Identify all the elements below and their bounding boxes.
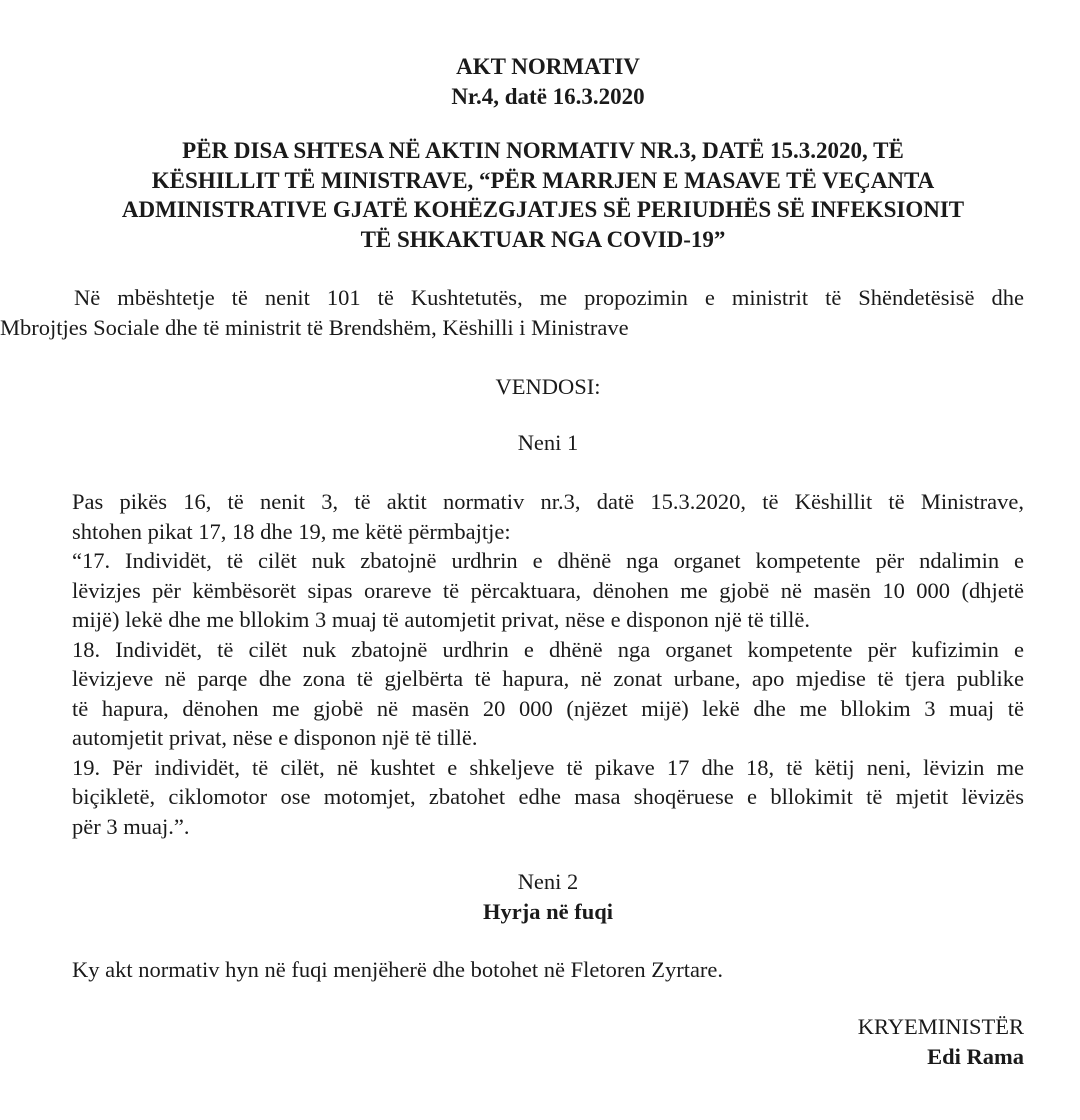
subject-line: KËSHILLIT TË MINISTRAVE, “PËR MARRJEN E MASAVE TË VEÇANTA <box>151 167 935 193</box>
subject-line: PËR DISA SHTESA NË AKTIN NORMATIV NR.3, DATË 15.3.2020, TË <box>182 138 904 163</box>
intro-line: shtohen pikat 17, 18 dhe 19, me këtë përmbajtje: <box>72 518 511 544</box>
signature-name: Edi Rama <box>927 1044 1024 1069</box>
preamble-line: Në mbështetje të nenit 101 të Kushtetutës, me propozimin e ministrit të Shëndetësisë dhe <box>74 285 1024 310</box>
point-line: 19. Për individët, të cilët, në kushtet e shkeljeve të pikave 17 dhe 18, të këtij neni, lëvizin me <box>72 754 1024 780</box>
point-line: lëvizjes për këmbësorët sipas orareve të përcaktuara, dënohen me gjobë në masën 10 000 (dhjetë <box>72 577 1024 603</box>
point-19 <box>72 753 1024 842</box>
point-line: të hapura, dënohen me gjobë në masën 20 000 (njëzet mijë) lekë dhe me bllokim 3 muaj të <box>72 695 1024 721</box>
signature-title: KRYEMINISTËR <box>857 1014 1024 1039</box>
article-1-heading: Neni 1 <box>517 430 579 455</box>
point-line: “17. Individët, të cilët nuk zbatojnë urdhrin e dhënë nga organet kompetente për ndalimin e <box>72 548 1024 573</box>
article-1-intro <box>72 487 1024 546</box>
subject-line: ADMINISTRATIVE GJATË KOHËZGJATJES SË PERIUDHËS SË INFEKSIONIT <box>121 197 965 222</box>
preamble <box>0 283 1024 342</box>
preamble-line: Mbrojtjes Sociale dhe të ministrit të Brendshëm, Këshilli i Ministrave <box>0 314 629 340</box>
article-1-body <box>72 487 1024 841</box>
point-line: lëvizjeve në parqe dhe zona të gjelbërta të hapura, në zonat urbane, apo mjedise të tjera publike <box>72 666 1024 691</box>
article-2-title: Hyrja në fuqi <box>482 899 613 924</box>
point-18 <box>72 635 1024 753</box>
point-line: për 3 muaj.”. <box>72 813 190 839</box>
point-line: mijë) lekë dhe me bllokim 3 muaj të automjetit privat, nëse e disponon një të tillë. <box>72 607 810 632</box>
point-line: 18. Individët, të cilët nuk zbatojnë urdhrin e dhënë nga organet kompetente për kufizimin e <box>72 636 1024 662</box>
subject-line: TË SHKAKTUAR NGA COVID-19” <box>360 226 726 252</box>
act-subject <box>52 136 1034 254</box>
point-17 <box>72 546 1024 635</box>
article-2-heading: Neni 2 <box>517 869 579 894</box>
point-line: automjetit privat, nëse e disponon një të tillë. <box>72 725 478 750</box>
point-line: biçikletë, ciklomotor ose motomjet, zbatohet edhe masa shoqëruese e bllokimit të mjetit lëvizës <box>72 784 1024 809</box>
decision-label: VENDOSI: <box>495 374 601 399</box>
article-2-text: Ky akt normativ hyn në fuqi menjëherë dhe botohet në Fletoren Zyrtare. <box>72 957 724 982</box>
act-number-date: Nr.4, datë 16.3.2020 <box>451 84 645 109</box>
act-title: AKT NORMATIV <box>456 54 640 79</box>
intro-line: Pas pikës 16, të nenit 3, të aktit normativ nr.3, datë 15.3.2020, të Këshillit të Ministrave, <box>72 489 1024 514</box>
